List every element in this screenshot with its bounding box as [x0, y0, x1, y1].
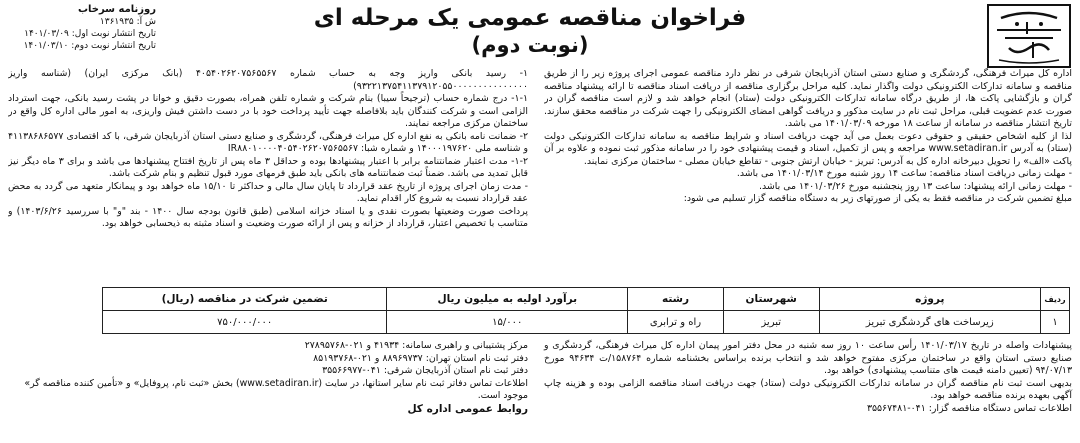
- header-estimate: برآورد اولیه به میلیون ریال: [387, 288, 628, 311]
- header-guarantee: تضمین شرکت در مناقصه (ریال): [103, 288, 387, 311]
- cell-field: راه و ترابری: [628, 311, 724, 334]
- cell-estimate: ۱۵/۰۰۰: [387, 311, 628, 334]
- bank-guarantee-clause: ۲- ضمانت نامه بانکی به نفع اداره کل میراث فرهنگی، گردشگری و صنایع دستی استان آذربایجان شرقی، با کد اقتصادی ۴۱۱۳۸۶۸۶۵۷۷ و شناسه ملی ۱۴۰۰۰۱۹۷۶۲۰ و شماره شبا: IR۸۸۰۱۰۰۰۰۴۰۵۴۰۲۶۲۰۷۵۶۵۵۶۷: [8, 130, 528, 154]
- opening-paragraph: پیشنهادات واصله در تاریخ ۱۴۰۱/۰۳/۱۷ رأس ساعت ۱۰ روز سه شنبه در محل دفتر امور پیمان اداره کل میراث فرهنگی، گردشگری و صنایع دستی استان واقع در ساختمان مرکزی مفتوح خواهد شد و انتخاب برنده براساس بخشنامه شماره ۱۵۸۷۶۴/ت ۹۴۶۳۴ مورخ ۹۴/۰۷/۱۳ (تعیین دامنه قیمت های متناسب پیشنهادی) خواهد بود.: [544, 340, 1072, 376]
- bottom-left-text: [8, 340, 528, 415]
- cell-project: زیرساخت های گردشگری تبریز: [819, 311, 1040, 334]
- project-duration-clause: - مدت زمان اجرای پروژه از تاریخ عقد قرارداد تا پایان سال مالی و حداکثر تا ۱۵/۱۰ ماه خواهد بود و پیمانکار متعهد می گردد به محض عقد قرارداد نسبت به شروع کار اقدام نماید.: [8, 180, 528, 204]
- intro-paragraph: اداره کل میراث فرهنگی، گردشگری و صنایع دستی استان آذربایجان شرقی در نظر دارد مناقصه عمومی اجرای پروژه زیر را از طریق مناقصه و سامانه تدارکات الکترونیکی دولت واگذار نماید. کلیه مراحل برگزاری مناقصه از دریافت اسناد مناقصه تا ارائه پیشنهاد مناقصه گران و بازگشایی پاکت ها، از طریق درگاه سامانه تدارکات الکترونیکی دولت (ستاد) انجام خواهد شد و لازم است مناقصه گران در صورت عدم عضویت قبلی، مراحل ثبت نام در سایت مذکور و دریافت گواهی امضای الکترونیکی را جهت شرکت در مناقصه محقق سازند. تاریخ انتشار مناقصه در سامانه از ساعت ۱۸ مورخه ۱۴۰۱/۰۳/۰۹ می باشد.: [544, 68, 1072, 129]
- azarbaijan-office-phone: دفتر ثبت نام استان آذربایجان شرقی: ۰۴۱-۳۵۵۶۶۹۷۷: [322, 365, 528, 376]
- cell-city: تبریز: [723, 311, 819, 334]
- notice-subtitle: (نوبت دوم): [471, 33, 589, 57]
- header-project: پروژه: [819, 288, 1040, 311]
- notice-title: فراخوان مناقصه عمومی یک مرحله ای: [313, 5, 747, 31]
- table-header-row: [103, 288, 1070, 311]
- header-city: شهرستان: [723, 288, 819, 311]
- invitation-paragraph: لذا از کلیه اشخاص حقیقی و حقوقی دعوت بعمل می آید جهت دریافت اسناد و شرایط مناقصه به سامانه تدارکات الکترونیکی دولت (ستاد) به آدرس www.setadiran.ir مراجعه و پس از تکمیل، اسناد و قیمت پیشنهادی خود را در سامانه مذکور ثبت نموده و علاوه بر آن پاکت «الف» را تحویل دبیرخانه اداره کل به آدرس: تبریز - خیابان ارتش جنوبی - تقاطع خیابان مصلی - ساختمان مرکزی نمایند.: [544, 130, 1072, 167]
- bank-deposit-clause: ۱- رسید بانکی واریز وجه به حساب شماره ۴۰۵۴۰۲۶۲۰۷۵۶۵۵۶۷ (بانک مرکزی ایران) (شناسه واریز ۹۳۲۲۱۳۷۵۴۱۱۳۷۹۱۲۰۵۵۰۰۰۰۰۰۰۰۰۰۰۰۰۰۰): [8, 68, 528, 92]
- payment-clause: پرداخت صورت وضعیتها بصورت نقدی و یا اسناد خزانه اسلامی (طبق قانون بودجه سال ۱۴۰۰ - بند "و" با سررسید ۱۴۰۳/۶/۲۶) و متناسب با تخصیص اعتبار، قرارداد از خزانه و پس از ارائه صورت وضعیت و اسناد مثبته به ذیحسابی خواهد بود.: [8, 205, 528, 229]
- bank-deposit-note: ۱-۱- درج شماره حساب (ترجیحاً سیبا) بنام شرکت و شماره تلفن همراه، بصورت دقیق و خوانا در پشت رسید بانکی، جهت استرداد الزامی است و شرکت کنندگان باید بلافاصله جهت تأیید پرداخت خود با در دست داشتن فیش واریزی، به امور مالی اداره کل واقع در ساختمان مرکزی مراجعه نمایند.: [8, 93, 528, 129]
- tehran-office-phone: دفتر ثبت نام استان تهران: ۸۸۹۶۹۷۳۷ و ۰۲۱-۸۵۱۹۳۷۶۸: [313, 352, 528, 364]
- body-left-column: [8, 68, 528, 282]
- header-row-number: ردیف: [1041, 288, 1070, 311]
- contact-info: اطلاعات تماس دستگاه مناقصه گزار: ۰۴۱-۳۵۵۶۷۴۸۱: [866, 402, 1072, 414]
- publication-date-second: تاریخ انتشار نوبت دوم: ۱۴۰۱/۰۳/۱۰: [23, 41, 156, 51]
- newspaper-name: روزنامه سرخاب: [77, 4, 156, 15]
- registration-note: بدیهی است ثبت نام مناقصه گران در سامانه تدارکات الکترونیکی دولت (ستاد) جهت دریافت اسناد مناقصه الزامی بوده و هزینه چاپ آگهی بعهده برنده مناقصه خواهد بود.: [544, 377, 1072, 401]
- other-offices-note: اطلاعات تماس دفاتر ثبت نام سایر استانها، در سایت (www.setadiran.ir) بخش «ثبت نام، پروفایل» و «تأمین کننده مناقصه گر» موجود است.: [24, 377, 528, 401]
- table-row: [103, 311, 1070, 334]
- signature: روابط عمومی اداره کل: [407, 402, 528, 415]
- document-deadline: - مهلت زمانی دریافت اسناد مناقصه: ساعت ۱۴ روز شنبه مورخ ۱۴۰۱/۰۳/۱۴ می باشد.: [736, 168, 1072, 179]
- issue-number: ش آ: ۱۳۶۱۹۳۵: [99, 17, 156, 27]
- project-table: [102, 287, 1070, 334]
- header-field: رشته: [628, 288, 724, 311]
- guarantee-validity-clause: ۱-۲- مدت اعتبار ضمانتنامه برابر با اعتبار پیشنهادها بوده و حداقل ۳ ماه پس از تاریخ افتتاح پیشنهادها می باشد و برای ۳ ماه دیگر نیز قابل تمدید می باشد. ضمناً ثبت ضمانتنامه های بانکی باید طبق فرمهای مورد قبول تنظیم و بنام شرکت باشد.: [8, 155, 528, 179]
- guarantee-intro: مبلغ تضمین شرکت در مناقصه فقط به یکی از صورتهای زیر به دستگاه مناقصه گزار تسلیم می شود:: [683, 193, 1072, 204]
- proposal-deadline: - مهلت زمانی ارائه پیشنهاد: ساعت ۱۳ روز پنجشنبه مورخ ۱۴۰۱/۰۳/۲۶ می باشد.: [759, 180, 1072, 192]
- bottom-right-text: [544, 340, 1072, 415]
- cell-row-number: ۱: [1041, 311, 1070, 334]
- support-center-phone: مرکز پشتیبانی و راهبری سامانه: ۴۱۹۳۴ و ۰۲۱-۲۷۸۹۵۷۶۸: [304, 340, 528, 351]
- body-right-column: [544, 68, 1072, 282]
- cell-guarantee: ۷۵۰/۰۰۰/۰۰۰: [103, 311, 387, 334]
- publication-date-first: تاریخ انتشار نوبت اول: ۱۴۰۱/۰۳/۰۹: [24, 29, 156, 39]
- organization-logo-icon: [987, 4, 1071, 68]
- publication-info: [6, 4, 156, 52]
